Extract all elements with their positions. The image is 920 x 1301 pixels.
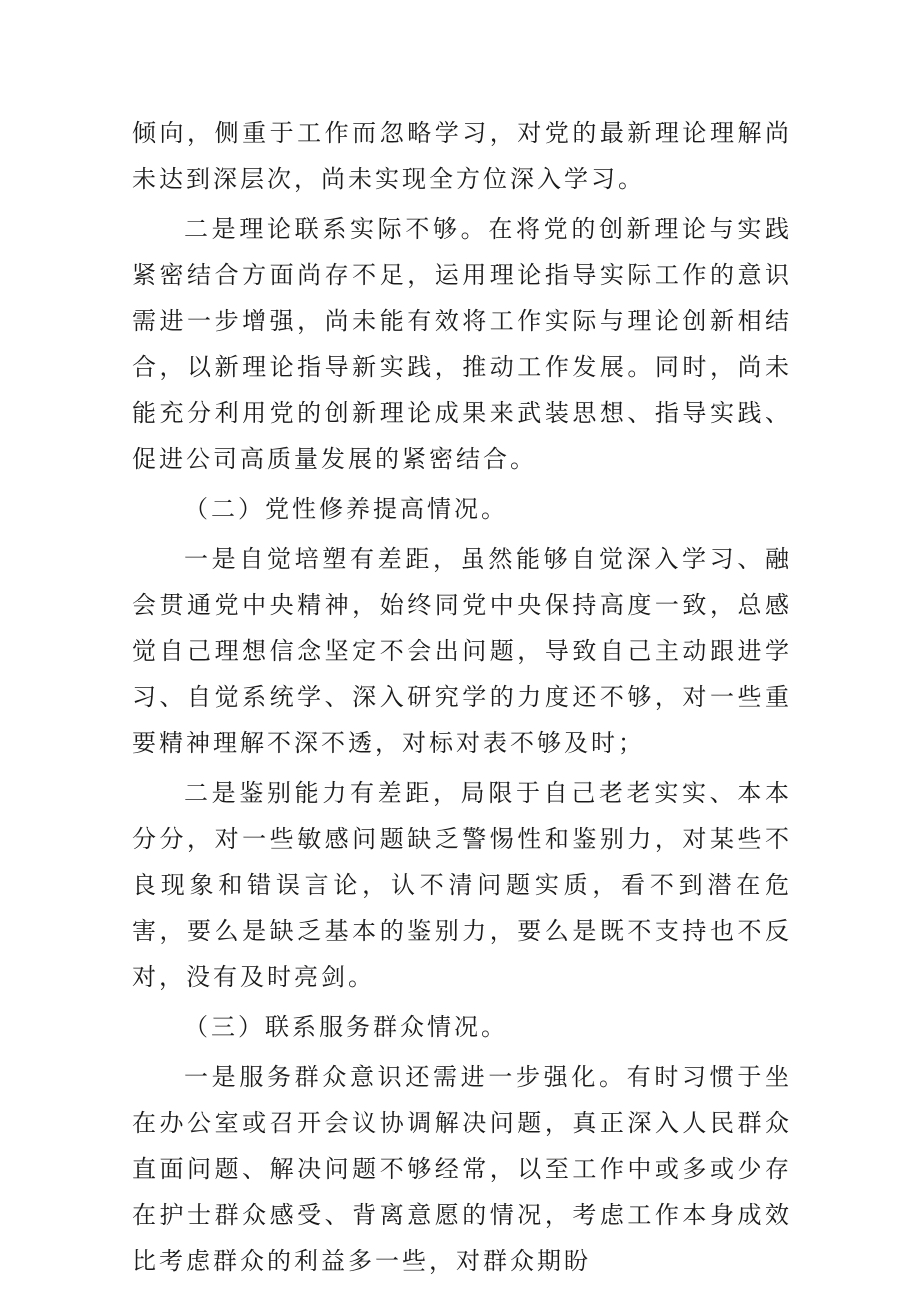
paragraph-service-awareness: 一是服务群众意识还需进一步强化。有时习惯于坐在办公室或召开会议协调解决问题，真正深入人民群众直面问题、解决问题不够经常，以至工作中或多或少存在护士群众感受、背离意愿的情况，考虑工作本身成效比考虑群众的利益多一些，对群众期盼	[132, 1063, 792, 1275]
paragraph-self-cultivation-gap: 一是自觉培塑有差距，虽然能够自觉深入学习、融会贯通党中央精神，始终同党中央保持高度一致，总感觉自己理想信念坚定不会出问题，导致自己主动跟进学习、自觉系统学、深入研究学的力度还不够，对一些重要精神理解不深不透，对标对表不够及时；	[132, 545, 792, 757]
paragraph-theory-practice: 二是理论联系实际不够。在将党的创新理论与实践紧密结合方面尚存不足，运用理论指导实际工作的意识需进一步增强，尚未能有效将工作实际与理论创新相结合，以新理论指导新实践，推动工作发展。同时，尚未能充分利用党的创新理论成果来武装思想、指导实践、促进公司高质量发展的紧密结合。	[132, 215, 792, 473]
document-body	[132, 110, 792, 1288]
paragraph-discernment-gap: 二是鉴别能力有差距，局限于自己老老实实、本本分分，对一些敏感问题缺乏警惕性和鉴别力，对某些不良现象和错误言论，认不清问题实质，看不到潜在危害，要么是缺乏基本的鉴别力，要么是既不支持也不反对，没有及时亮剑。	[132, 779, 792, 991]
section-heading-party-spirit: （二）党性修养提高情况。	[184, 495, 508, 523]
paragraph-continuation: 倾向，侧重于工作而忽略学习，对党的最新理论理解尚未达到深层次，尚未实现全方位深入学习。	[132, 119, 792, 193]
section-heading-serving-masses: （三）联系服务群众情况。	[184, 1013, 508, 1041]
